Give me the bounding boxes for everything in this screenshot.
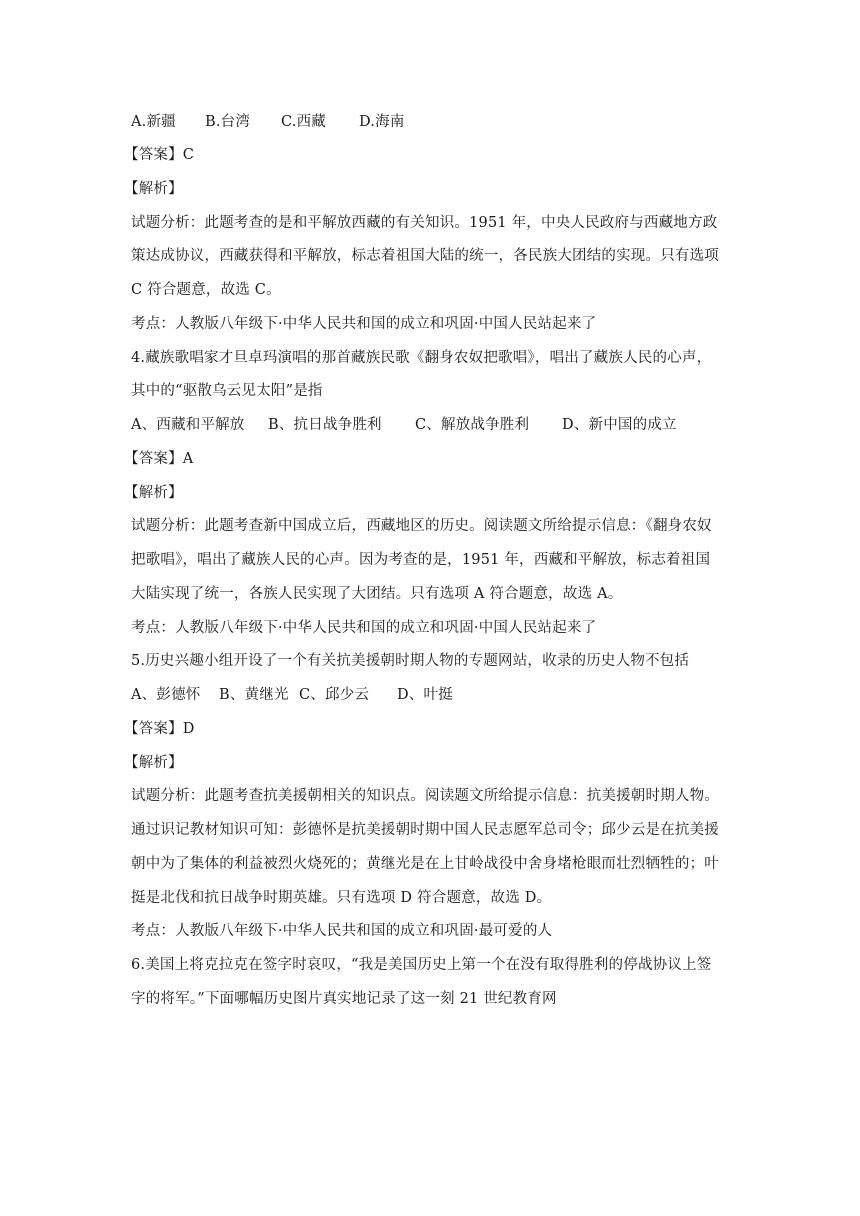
q3-options	[131, 113, 731, 131]
q5-analysis-line: 挺是北伐和抗日战争时期英雄。只有选项 D 符合题意，故选 D。	[131, 890, 552, 906]
q4-answer: 【答案】A	[124, 451, 194, 467]
q3-option-b: B.台湾	[205, 114, 251, 130]
q4-analysis-label: 【解析】	[124, 485, 183, 501]
q5-option-b: B、黄继光	[219, 687, 289, 703]
q3-analysis-line: C 符合题意，故选 C。	[131, 282, 281, 298]
q5-analysis-line: 试题分析：此题考查抗美援朝相关的知识点。阅读题文所给提示信息：抗美援朝时期人物。	[131, 788, 719, 804]
q5-analysis-label: 【解析】	[124, 755, 183, 771]
q4-option-c: C、解放战争胜利	[415, 417, 530, 433]
q5-answer: 【答案】D	[124, 721, 195, 737]
q4-stem-line: 其中的“驱散乌云见太阳”是指	[131, 383, 323, 399]
q4-stem-line: 4.藏族歌唱家才旦卓玛演唱的那首藏族民歌《翻身农奴把歌唱》，唱出了藏族人民的心声，	[131, 350, 712, 366]
q4-option-b: B、抗日战争胜利	[268, 417, 382, 433]
q4-option-d: D、新中国的成立	[562, 417, 677, 433]
q3-option-a: A.新疆	[131, 114, 176, 130]
q3-analysis-line: 策达成协议，西藏获得和平解放，标志着祖国大陆的统一，各民族大团结的实现。只有选项	[131, 248, 719, 264]
q3-answer: 【答案】C	[124, 147, 195, 163]
q3-option-d: D.海南	[359, 114, 405, 130]
q4-option-a: A、西藏和平解放	[131, 417, 245, 433]
q3-kaodian: 考点：人教版八年级下·中华人民共和国的成立和巩固·中国人民站起来了	[131, 316, 597, 332]
q5-analysis-line: 通过识记教材知识可知：彭德怀是抗美援朝时期中国人民志愿军总司令；邱少云是在抗美援	[131, 822, 719, 838]
q4-kaodian: 考点：人教版八年级下·中华人民共和国的成立和巩固·中国人民站起来了	[131, 620, 597, 636]
q5-option-a: A、彭德怀	[131, 687, 201, 703]
q5-analysis-line: 朝中为了集体的利益被烈火烧死的；黄继光是在上甘岭战役中舍身堵枪眼而壮烈牺牲的；叶	[131, 856, 719, 872]
q4-options	[131, 416, 731, 434]
q5-option-d: D、叶挺	[397, 687, 453, 703]
q4-analysis-line: 把歌唱》，唱出了藏族人民的心声。因为考查的是，1951 年，西藏和平解放，标志着祖国	[131, 552, 711, 568]
q4-analysis-line: 试题分析：此题考查新中国成立后，西藏地区的历史。阅读题文所给提示信息：《翻身农奴	[131, 518, 712, 534]
q6-stem-line: 字的将军。”下面哪幅历史图片真实地记录了这一刻 21 世纪教育网	[131, 991, 557, 1007]
q4-analysis-line: 大陆实现了统一，各族人民实现了大团结。只有选项 A 符合题意，故选 A。	[131, 586, 623, 602]
q3-analysis-label: 【解析】	[124, 181, 183, 197]
q3-option-c: C.西藏	[281, 114, 326, 130]
q5-stem-line: 5.历史兴趣小组开设了一个有关抗美援朝时期人物的专题网站，收录的历史人物不包括	[131, 653, 690, 669]
q5-kaodian: 考点：人教版八年级下·中华人民共和国的成立和巩固·最可爱的人	[131, 923, 553, 939]
q5-option-c: C、邱少云	[299, 687, 370, 703]
q6-stem-line: 6.美国上将克拉克在签字时哀叹，“我是美国历史上第一个在没有取得胜利的停战协议上签	[131, 957, 712, 973]
q3-analysis-line: 试题分析：此题考查的是和平解放西藏的有关知识。1951 年，中央人民政府与西藏地方政	[131, 215, 718, 231]
q5-options	[131, 686, 731, 704]
